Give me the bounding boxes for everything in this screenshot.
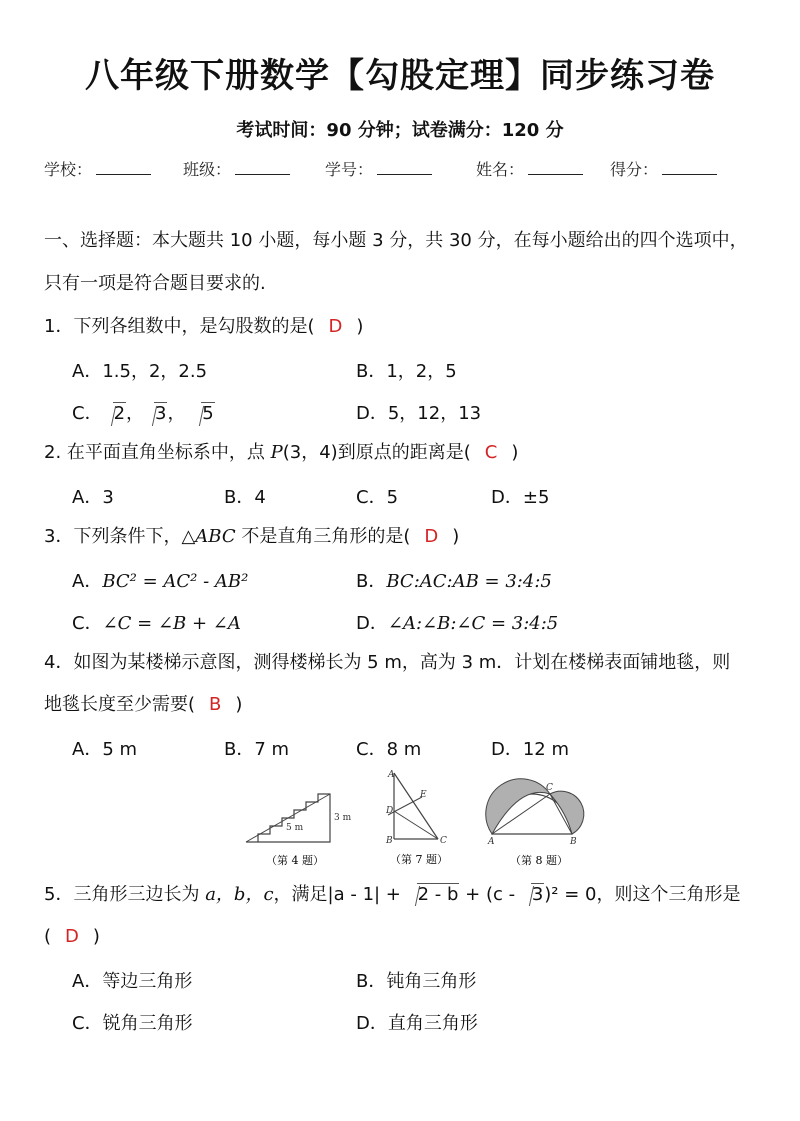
question-1-answer: D — [328, 316, 343, 337]
question-5-option-c: C．锐角三角形 — [72, 1013, 193, 1034]
question-5-answer-line: ( D ) — [44, 926, 100, 947]
question-4-option-b: B．7 m — [224, 739, 290, 760]
question-3-option-b: B．BC:AC:AB = 3:4:5 — [356, 571, 552, 592]
question-3-option-c: C．∠C = ∠B + ∠A — [72, 613, 241, 634]
staircase-figure — [240, 772, 360, 872]
question-2-answer: C — [484, 442, 498, 463]
question-1-stem: 1．下列各组数中，是勾股数的是( D ) — [44, 316, 364, 337]
sqrt-symbol: 3 — [144, 403, 167, 424]
question-3-answer: D — [424, 526, 439, 547]
section-heading: 一、选择题：本大题共 10 小题，每小题 3 分，共 30 分，在每小题给出的四个选项中， — [44, 230, 748, 251]
svg-text:C: C — [546, 783, 553, 793]
section-heading-cont: 只有一项是符合题目要求的. — [44, 273, 266, 294]
svg-text:B: B — [386, 836, 393, 846]
score-blank[interactable] — [662, 160, 717, 175]
figure-4-caption: （第 4 题） — [266, 854, 324, 867]
page-title: 八年级下册数学【勾股定理】同步练习卷 — [85, 56, 715, 96]
student-id-blank[interactable] — [377, 160, 432, 175]
question-1-option-c: C． 2， 3， 5 — [72, 403, 214, 424]
question-4-answer: B — [209, 694, 222, 715]
question-2-option-a: A．3 — [72, 487, 114, 508]
figure-8-caption: （第 8 题） — [510, 854, 568, 867]
question-4-option-a: A．5 m — [72, 739, 138, 760]
svg-text:A: A — [488, 837, 495, 847]
class-blank[interactable] — [235, 160, 290, 175]
sqrt-symbol: 5 — [191, 403, 214, 424]
question-4-option-d: D．12 m — [491, 739, 570, 760]
question-5-option-d: D．直角三角形 — [356, 1013, 478, 1034]
question-5-option-a: A．等边三角形 — [72, 971, 193, 992]
figure-7-caption: （第 7 题） — [390, 853, 448, 866]
svg-text:C: C — [440, 836, 447, 846]
question-5-stem: 5．三角形三边长为 a，b，c，满足|a - 1| + 2 - b + (c - 3)² = 0，则这个三角形是 — [44, 884, 741, 905]
school-field: 学校： — [44, 157, 151, 180]
class-field: 班级： — [183, 157, 290, 180]
semicircle-figure-8 — [480, 772, 590, 872]
question-1-option-d: D．5，12，13 — [356, 403, 482, 424]
question-4-stem-cont: 地毯长度至少需要( B ) — [44, 694, 243, 715]
question-5-option-b: B．钝角三角形 — [356, 971, 477, 992]
stair-length-label: 5 m — [286, 823, 304, 833]
sqrt-symbol: 3 — [521, 883, 544, 907]
question-3-option-d: D．∠A:∠B:∠C = 3:4:5 — [356, 613, 559, 634]
question-2-stem: 2. 在平面直角坐标系中，点 P(3，4)到原点的距离是( C ) — [44, 442, 519, 463]
question-3-stem: 3．下列条件下，△ABC 不是直角三角形的是( D ) — [44, 526, 460, 547]
question-1-option-b: B．1，2，5 — [356, 361, 457, 382]
student-id-field: 学号： — [325, 157, 432, 180]
triangle-figure-7 — [380, 765, 460, 872]
question-3-option-a: A．BC² = AC² - AB² — [72, 571, 249, 592]
school-blank[interactable] — [96, 160, 151, 175]
score-field: 得分： — [610, 157, 717, 180]
question-2-option-d: D．±5 — [491, 487, 550, 508]
question-5-answer: D — [65, 926, 79, 947]
svg-text:D: D — [386, 806, 394, 816]
question-2-option-b: B．4 — [224, 487, 266, 508]
question-4-stem: 4．如图为某楼梯示意图，测得楼梯长为 5 m，高为 3 m．计划在楼梯表面铺地毯，则 — [44, 652, 731, 673]
question-2-option-c: C．5 — [356, 487, 399, 508]
sqrt-symbol: 2 — [103, 403, 126, 424]
question-4-option-c: C．8 m — [356, 739, 422, 760]
name-blank[interactable] — [528, 160, 583, 175]
sqrt-symbol: 2 - b — [407, 883, 460, 907]
svg-text:E: E — [420, 790, 427, 800]
exam-meta: 考试时间：90 分钟；试卷满分：120 分 — [236, 120, 564, 141]
question-1-option-a: A．1.5，2，2.5 — [72, 361, 208, 382]
stair-height-label: 3 m — [334, 813, 352, 823]
svg-text:A: A — [388, 770, 395, 780]
svg-text:B: B — [570, 837, 577, 847]
name-field: 姓名： — [476, 157, 583, 180]
